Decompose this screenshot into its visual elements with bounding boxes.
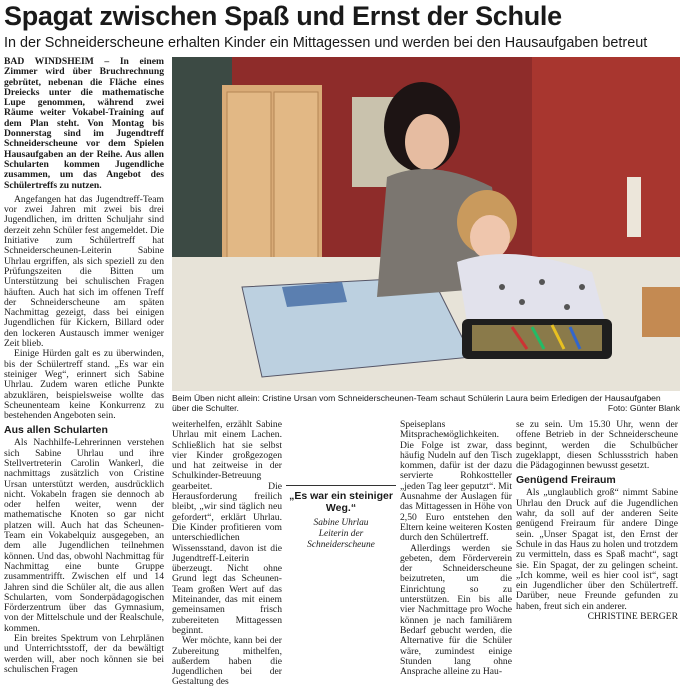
paragraph: Speiseplans Mitspracheмöglichkeiten. Die Folge ist zwar, dass häufig Nudeln auf den Tisch kommen, dafür ist der dazu servierte Rohkostteller „jeden Tag leer geputzt“. Mit Ausnahme der Auslagen für das Mittagessen in Höhe von 2,50 Euro entstehen den Eltern keine weiteren Kosten durch den Schülertreff. — [400, 419, 512, 544]
article-photo — [172, 57, 680, 391]
paragraph: Als „unglaublich groß“ nimmt Sabine Uhrlau den Druck auf die Jugendlichen wahr, da soll auf der anderen Seite genügend Freiraum für andere Dinge sein. „Unser Spagat ist, den Ernst der Schule in das Haus zu holen und trotzdem zu vermitteln, dass es Spaß macht“, sagt sie. Ein Spagat, der zu gelingen scheint. „Ich komme, weil es hier cool ist“, sagt ein Jugendlicher über den Schülertreff. Darüber, neue Freunde gefunden zu haben, freut sich ein anderer. — [516, 487, 678, 612]
article-column-4 — [516, 420, 678, 622]
photo-illustration — [172, 57, 680, 391]
paragraph: Wer möchte, kann bei der Zubereitung mithelfen, außerdem haben die Jugendlichen bei der Gestaltung des — [172, 635, 282, 688]
author-byline: CHRISTINE BERGER — [587, 611, 678, 623]
paragraph: Ein breites Spektrum von Lehrplänen und Unterrichtsstoff, der da bewältigt werden will, aber noch können sie bei schulischen Fragen — [4, 633, 164, 675]
article-column-2 — [172, 419, 282, 688]
pull-quote — [286, 485, 396, 551]
paragraph: se zu sein. Um 15.30 Uhr, wenn der offene Betrieb in der Schneiderscheune beginnt, werden die Schulbücher zugeklappt, diesen Schlussstrich haben die Pädagoginnen bewusst gesetzt. — [516, 419, 678, 472]
paragraph: weiterhelfen, erzählt Sabine Uhrlau mit einem Lachen. Schließlich hat sie selbst vier Kinder großgezogen und hat zeitweise in der Schulkinder-Betreuung gearbeitet. Die Herausforderung freilich bleibt, „wir sind täglich neu gefordert“, erklärt Uhrlau. Die Kinder profitieren vom unterschiedlichen Wissensstand, davon ist die Jugendtreff-Leiterin überzeugt. Nicht ohne Grund legt das Scheunen-Team großen Wert auf das Miteinander, das mit einem gemeinsamen frisch zubereiteten Mittagessen beginnt. — [172, 419, 282, 636]
paragraph: Allerdings werden sie gebeten, dem Förderverein der Schneiderscheune beizutreten, um die Einrichtung so zu unterstützen. Ein bis alle vier Nachmittage pro Woche können je nach familiärem Bedarf gebucht werden, die Alternative für die Schüler wäre, zumindest einige Stunden lang ohne Ansprache alleine zu Hau- — [400, 542, 512, 678]
paragraph: Angefangen hat das Jugendtreff-Team vor zwei Jahren mit zwei bis drei Jugendlichen, im dritten Schuljahr sind derzeit zehn Schüler fest angemeldet. Die Initiative zum Schülertreff hat Schneiderscheunen-Leiterin Sabine Uhrlau ergriffen, als sich speziell zu den Prüfungszeiten die Bitten um Unterstützung bei schulischen Fragen häuften. Auch hat sich im offenen Treff der Schneiderscheune am späten Nachmittag gezeigt, dass bei einigen Jugendlichen für Kickern, Billard oder den lockeren Austausch immer weniger Zeit blieb. — [4, 193, 164, 350]
section-heading: Genügend Freiraum — [516, 474, 616, 487]
photo-credit: Foto: Günter Blank — [607, 403, 680, 413]
article-column-1 — [4, 57, 164, 675]
article-lead: BAD WINDSHEIM – In einem Zimmer wird über Bruchrechnung gebrütet, nebenan die Fläche eines Dreiecks unter die mathematische Lupe genommen, während zwei Räume weiter Vokabel-Training auf dem Plan steht. Von Montag bis Donnerstag sind im Jugendtreff Schneiderscheune vor dem Spielen Hausaufgaben an der Reihe. Aus allen Schularten kommen Jugendliche zusammen, um das Angebot des Schülertreffs zu nutzen. — [4, 56, 164, 191]
subheadline: In der Schneiderscheune erhalten Kinder ein Mittagessen und werden bei den Hausaufgaben betreut — [4, 35, 648, 51]
quote-text: „Es war ein steiniger Weg.“ — [289, 490, 393, 514]
quote-role: Leiterin der Schneiderscheune — [307, 529, 375, 550]
section-heading: Aus allen Schularten — [4, 424, 108, 437]
caption-text: Beim Üben nicht allein: Cristine Ursan vom Schneiderscheunen-Team schaut Schülerin Laura beim Erledigen der Hausaufgaben über die Schulter. — [172, 393, 661, 413]
article-column-3 — [400, 419, 512, 678]
paragraph: Einige Hürden galt es zu überwinden, bis der Schülertreff stand. „Es war ein steiniger Weg“, erinnert sich Sabine Uhrlau. Zudem waren etliche Punkte abzuklären, beispielsweise wollte das Scheunenteam keine Konkurrenz zu bestehenden Angeboten sein. — [4, 348, 164, 422]
headline: Spagat zwischen Spaß und Ernst der Schule — [4, 1, 562, 31]
photo-caption — [172, 393, 680, 413]
paragraph: Als Nachhilfe-Lehrerinnen verstehen sich Sabine Uhrlau und ihre Stellvertreterin Carolin Wankerl, die nachmittags zusätzlich von Cristine Ursan unterstützt werden, ausdrücklich nicht. Vokabeln fragen sie dennoch ab oder helfen weiter, wenn der mathematische Knoten so gar nicht platzen will. Auch hat das Scheunen-Team ein Vokabelquiz ausgegeben, an dem alle Jugendlichen teilnehmen können. Und das, obwohl Nachmittag für Nachmittag eine bunte Gruppe zusammentrifft. Zwischen elf und 14 Jahren sind die Schüler alt, die aus allen Schularten, vom Sonderpädagogischen Förderzentrum über das Gymnasium, von der Mittelschule und der Realschule, kommen. — [4, 437, 164, 634]
quote-name: Sabine Uhrlau — [313, 518, 369, 528]
